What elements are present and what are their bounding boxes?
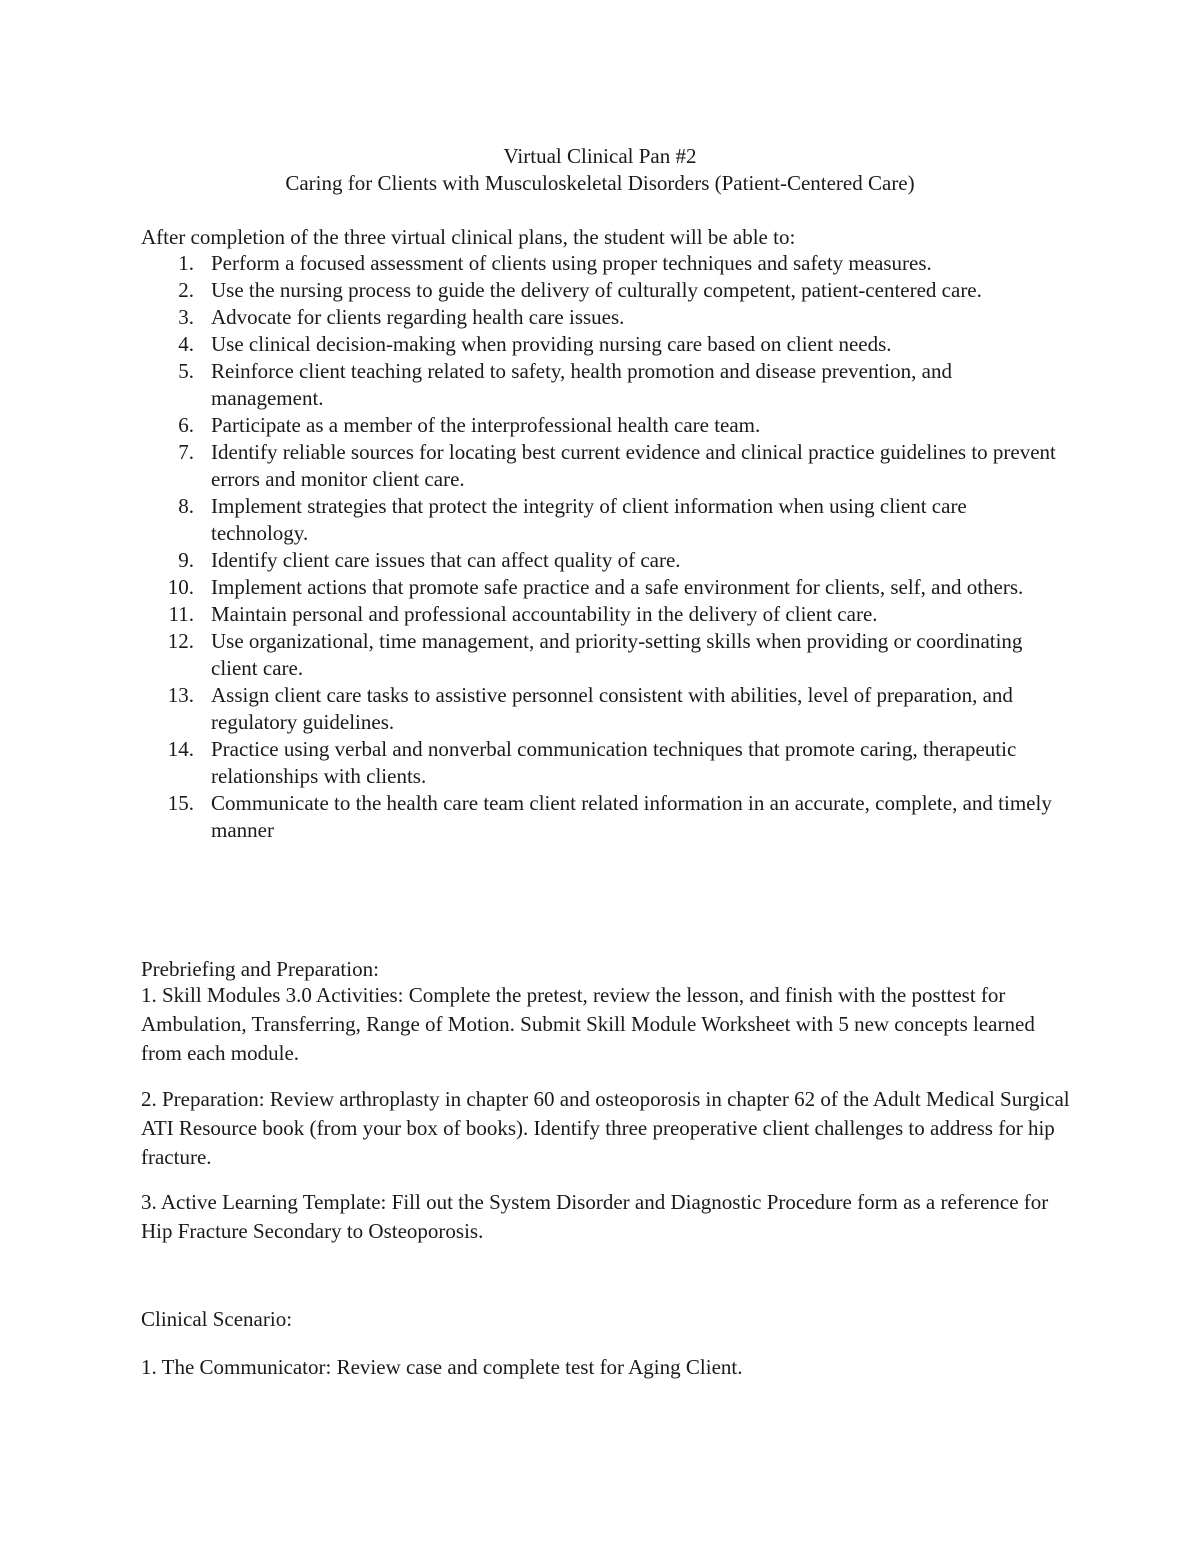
list-number: 14. bbox=[167, 737, 194, 761]
clinical-scenario-heading: Clinical Scenario: bbox=[141, 1307, 293, 1331]
list-item bbox=[141, 628, 1066, 682]
list-number: 4. bbox=[178, 332, 194, 356]
list-item bbox=[141, 439, 1066, 493]
intro-text: After completion of the three virtual clinical plans, the student will be able to: bbox=[141, 225, 796, 249]
list-item-text: Advocate for clients regarding health care issues. bbox=[211, 305, 625, 329]
list-item-text: Identify client care issues that can affect quality of care. bbox=[211, 548, 681, 572]
list-number: 1. bbox=[178, 251, 194, 275]
list-item bbox=[141, 682, 1066, 736]
list-number: 9. bbox=[178, 548, 194, 572]
list-item-text: Practice using verbal and nonverbal communication techniques that promote caring, therapeutic relationships with clients. bbox=[211, 737, 1017, 788]
list-item bbox=[141, 358, 1066, 412]
list-item bbox=[141, 250, 1066, 277]
prebriefing-item: 2. Preparation: Review arthroplasty in chapter 60 and osteoporosis in chapter 62 of the Adult Medical Surgical ATI Resource book (from your box of books). Identify three preoperative client challenges to address for hip fracture. bbox=[141, 1087, 1070, 1169]
list-number: 13. bbox=[167, 683, 194, 707]
document-title: Virtual Clinical Pan #2 bbox=[503, 144, 697, 168]
list-item-text: Identify reliable sources for locating best current evidence and clinical practice guidelines to prevent errors and monitor client care. bbox=[211, 440, 1056, 491]
list-item-text: Assign client care tasks to assistive personnel consistent with abilities, level of preparation, and regulatory guidelines. bbox=[211, 683, 1013, 734]
list-item-text: Maintain personal and professional accountability in the delivery of client care. bbox=[211, 602, 878, 626]
list-number: 6. bbox=[178, 413, 194, 437]
list-item bbox=[141, 547, 1066, 574]
list-item bbox=[141, 736, 1066, 790]
list-item-text: Use organizational, time management, and priority-setting skills when providing or coordinating client care. bbox=[211, 629, 1023, 680]
list-number: 5. bbox=[178, 359, 194, 383]
objectives-list bbox=[141, 250, 1066, 844]
list-number: 12. bbox=[167, 629, 194, 653]
list-item bbox=[141, 304, 1066, 331]
list-item-text: Perform a focused assessment of clients using proper techniques and safety measures. bbox=[211, 251, 932, 275]
list-item bbox=[141, 331, 1066, 358]
list-item-text: Reinforce client teaching related to safety, health promotion and disease prevention, and management. bbox=[211, 359, 952, 410]
list-item bbox=[141, 412, 1066, 439]
list-item-text: Communicate to the health care team client related information in an accurate, complete, and timely manner bbox=[211, 791, 1052, 842]
list-item bbox=[141, 574, 1066, 601]
list-item bbox=[141, 277, 1066, 304]
list-item bbox=[141, 601, 1066, 628]
list-number: 8. bbox=[178, 494, 194, 518]
list-item-text: Implement strategies that protect the integrity of client information when using client care technology. bbox=[211, 494, 967, 545]
list-item-text: Participate as a member of the interprofessional health care team. bbox=[211, 413, 761, 437]
clinical-scenario-item: 1. The Communicator: Review case and complete test for Aging Client. bbox=[141, 1355, 743, 1379]
prebriefing-item: 3. Active Learning Template: Fill out the System Disorder and Diagnostic Procedure form as a reference for Hip Fracture Secondary to Osteoporosis. bbox=[141, 1190, 1049, 1243]
list-number: 15. bbox=[167, 791, 194, 815]
list-item bbox=[141, 790, 1066, 844]
prebriefing-heading: Prebriefing and Preparation: bbox=[141, 957, 379, 981]
list-number: 7. bbox=[178, 440, 194, 464]
document-subtitle: Caring for Clients with Musculoskeletal Disorders (Patient-Centered Care) bbox=[285, 171, 915, 195]
list-item-text: Use the nursing process to guide the delivery of culturally competent, patient-centered care. bbox=[211, 278, 982, 302]
list-number: 3. bbox=[178, 305, 194, 329]
list-item bbox=[141, 493, 1066, 547]
list-item-text: Use clinical decision-making when providing nursing care based on client needs. bbox=[211, 332, 892, 356]
prebriefing-item: 1. Skill Modules 3.0 Activities: Complete the pretest, review the lesson, and finish with the posttest for Ambulation, Transferring, Range of Motion. Submit Skill Module Worksheet with 5 new concepts learned from each module. bbox=[141, 983, 1035, 1065]
list-item-text: Implement actions that promote safe practice and a safe environment for clients, self, and others. bbox=[211, 575, 1024, 599]
list-number: 2. bbox=[178, 278, 194, 302]
list-number: 11. bbox=[168, 602, 194, 626]
list-number: 10. bbox=[167, 575, 194, 599]
